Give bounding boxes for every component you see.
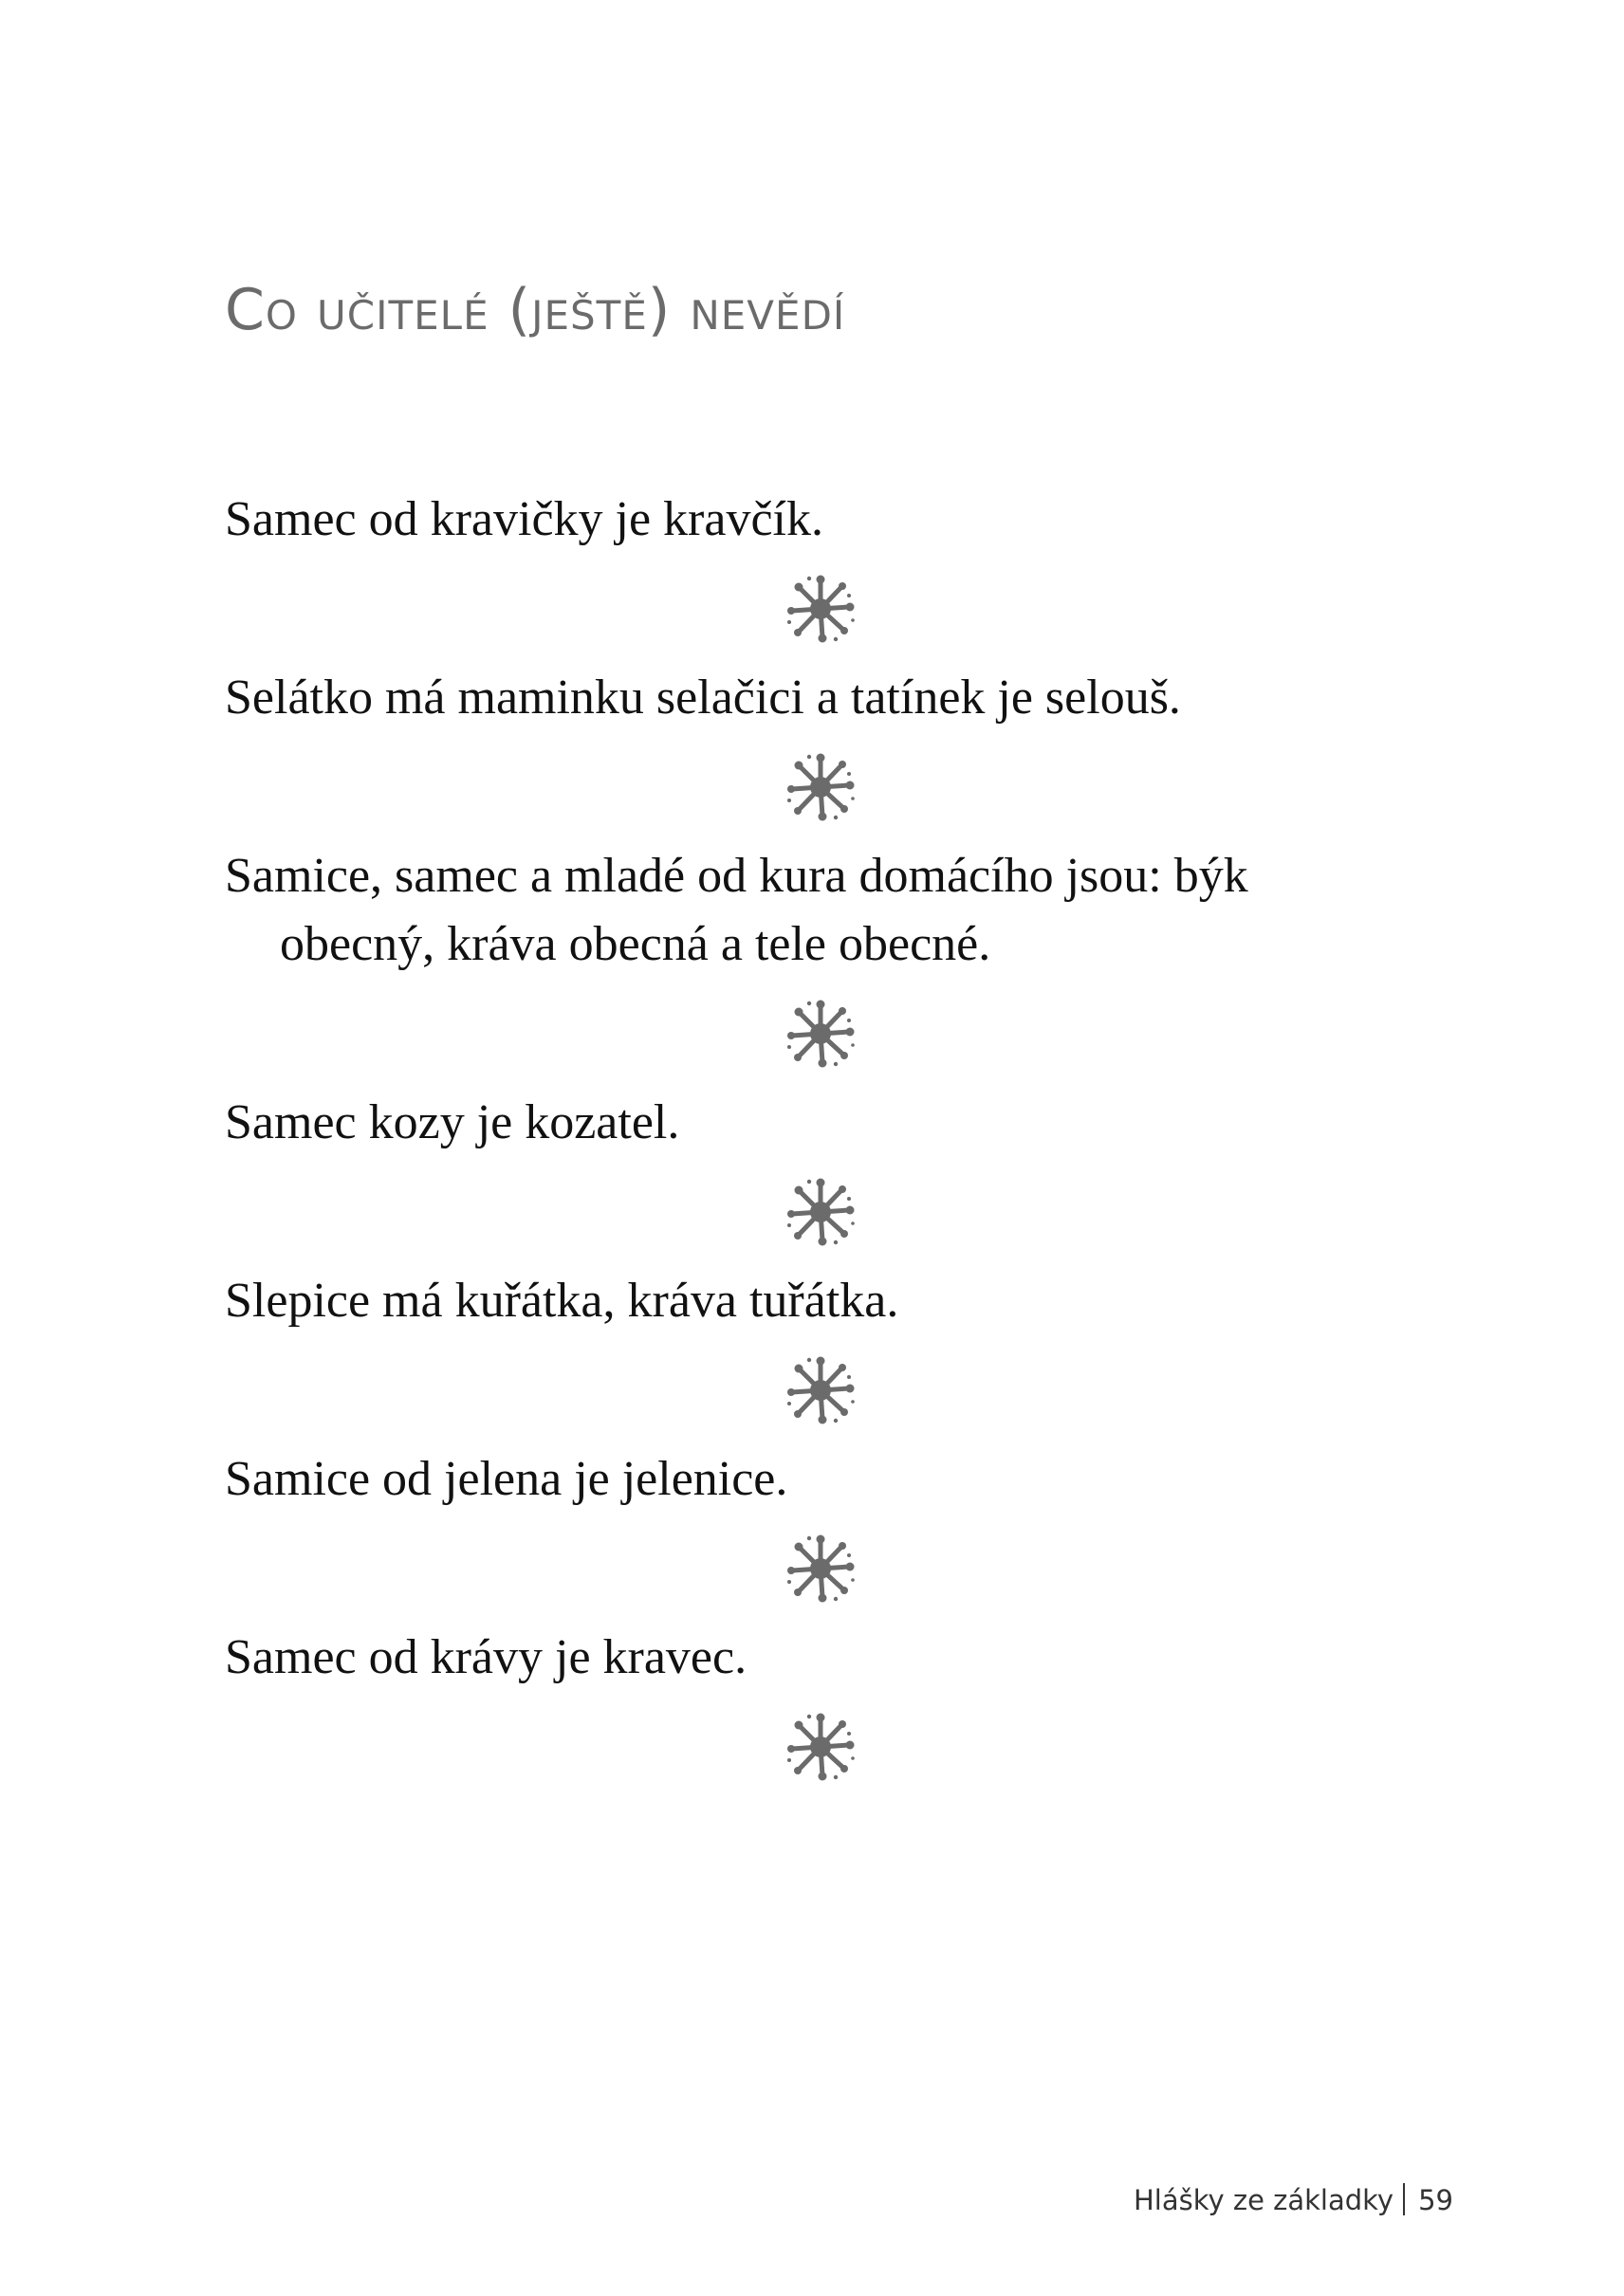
list-item: Samec od kravičky je kravčík. bbox=[225, 492, 823, 546]
splat-icon bbox=[786, 1178, 855, 1246]
splat-icon bbox=[786, 1000, 855, 1068]
splat-icon bbox=[786, 1713, 855, 1781]
splat-icon bbox=[786, 1534, 855, 1603]
list-item: Slepice má kuřátka, kráva tuřátka. bbox=[225, 1274, 899, 1328]
list-item: Samice od jelena je jelenice. bbox=[225, 1452, 788, 1506]
list-item: Samec kozy je kozatel. bbox=[225, 1095, 680, 1149]
page-footer bbox=[1134, 2183, 1453, 2216]
list-item: Samec od krávy je kravec. bbox=[225, 1630, 747, 1684]
splat-icon bbox=[786, 753, 855, 821]
footer-divider bbox=[1403, 2183, 1405, 2215]
entries-list bbox=[225, 486, 1392, 1802]
splat-icon bbox=[786, 575, 855, 643]
running-title: Hlášky ze základky bbox=[1133, 2184, 1394, 2216]
splat-icon bbox=[786, 1356, 855, 1424]
list-item: Selátko má maminku selačici a tatínek je selouš. bbox=[225, 670, 1181, 725]
page-title: Co učitelé (ještě) nevědí bbox=[225, 277, 846, 343]
list-item: Samice, samec a mladé od kura domácího jsou: býk obecný, kráva obecná a tele obecné. bbox=[225, 849, 1248, 971]
page-number: 59 bbox=[1418, 2184, 1453, 2216]
